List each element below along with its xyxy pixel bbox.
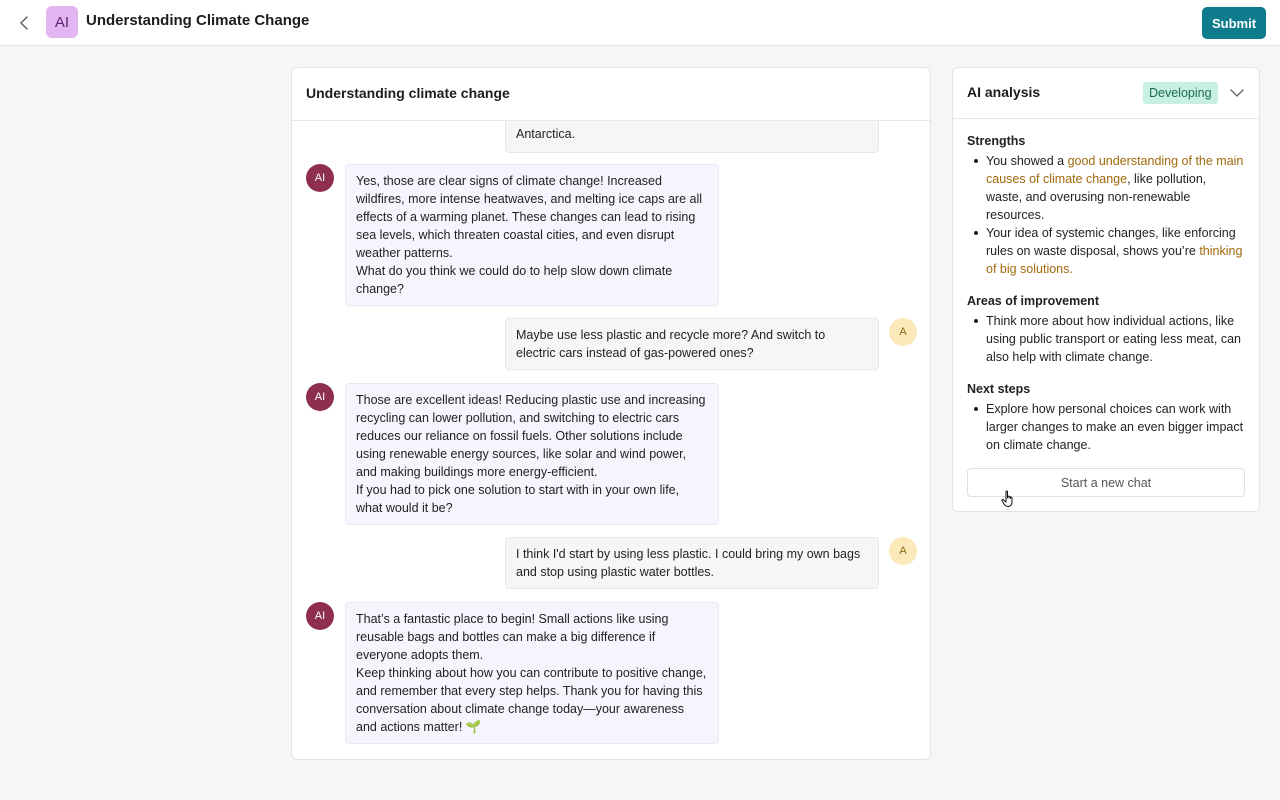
message-text: Those are excellent ideas! Reducing plastic use and increasing recycling can lower pollution, and switching to electric cars reduces our reliance on fossil fuels. Other solutions include using renewable energy sources, like solar and wind power, and making buildings more energy-efficient. [356, 393, 706, 479]
analysis-header [953, 68, 1259, 119]
message-text: That’s a fantastic place to begin! Small actions like using reusable bags and bottles can make a big difference if everyone adopts them. [356, 612, 669, 662]
analysis-title: AI analysis [967, 84, 1041, 100]
strength-highlight: good understanding of the main causes of climate change [986, 154, 1244, 186]
analysis-panel [952, 67, 1260, 512]
top-bar [0, 0, 1280, 46]
chat-panel [291, 67, 931, 760]
strength-item [967, 224, 1245, 278]
next-steps-section [967, 380, 1245, 454]
user-avatar: A [889, 318, 917, 346]
submit-button[interactable]: Submit [1202, 7, 1266, 39]
strength-item [967, 152, 1245, 224]
chat-title: Understanding climate change [292, 68, 930, 121]
message-text: Antarctica. [516, 127, 576, 141]
status-badge: Developing [1143, 82, 1218, 104]
improvement-section [967, 292, 1245, 366]
start-new-chat-button[interactable]: Start a new chat [967, 468, 1245, 497]
app-badge: AI [46, 6, 78, 38]
ai-avatar: AI [306, 164, 334, 192]
page-title: Understanding Climate Change [86, 12, 310, 29]
analysis-body [953, 119, 1259, 454]
next-steps-title: Next steps [967, 382, 1031, 396]
strengths-section [967, 132, 1245, 278]
strengths-title: Strengths [967, 134, 1026, 148]
chevron-down-icon[interactable] [1229, 85, 1245, 101]
ai-avatar: AI [306, 602, 334, 630]
strength-text: Your idea of systemic changes, like enforcing rules on waste disposal, shows you’re [986, 226, 1236, 258]
message-text: I think I'd start by using less plastic. I could bring my own bags and stop using plastic water bottles. [516, 547, 861, 579]
strength-highlight: thinking of big solutions. [986, 244, 1243, 276]
hand-cursor-icon [1001, 490, 1017, 508]
message-text: Yes, those are clear signs of climate change! Increased wildfires, more intense heatwaves, and melting ice caps are all effects of a warming planet. These changes can lead to rising sea levels, which threaten coastal cities, and even disrupt weather patterns. [356, 174, 703, 260]
message-text: What do you think we could do to help slow down climate change? [356, 264, 673, 296]
message-text: If you had to pick one solution to start with in your own life, what would it be? [356, 483, 680, 515]
ai-bubble [345, 383, 719, 525]
ai-avatar: AI [306, 383, 334, 411]
message-text: Keep thinking about how you can contribute to positive change, and remember that every step helps. Thank you for having this conversation about climate change today—your awareness and actions matter! 🌱 [356, 666, 707, 734]
improvement-title: Areas of improvement [967, 294, 1099, 308]
chat-messages[interactable] [292, 121, 930, 760]
chevron-left-icon [19, 16, 29, 30]
user-bubble [505, 318, 879, 370]
back-button[interactable] [14, 12, 34, 34]
improvement-item: Think more about how individual actions, like using public transport or eating less meat, can also help with climate change. [967, 312, 1245, 366]
user-bubble [505, 537, 879, 589]
next-step-item: Explore how personal choices can work with larger changes to make an even bigger impact on climate change. [967, 400, 1245, 454]
ai-bubble [345, 164, 719, 306]
ai-bubble [345, 602, 719, 744]
strength-text: , like pollution, waste, and overusing non-renewable resources. [986, 172, 1207, 222]
user-bubble [505, 121, 879, 153]
strength-text: You showed a [986, 154, 1068, 168]
user-avatar: A [889, 537, 917, 565]
message-text: Maybe use less plastic and recycle more? And switch to electric cars instead of gas-powered ones? [516, 328, 826, 360]
